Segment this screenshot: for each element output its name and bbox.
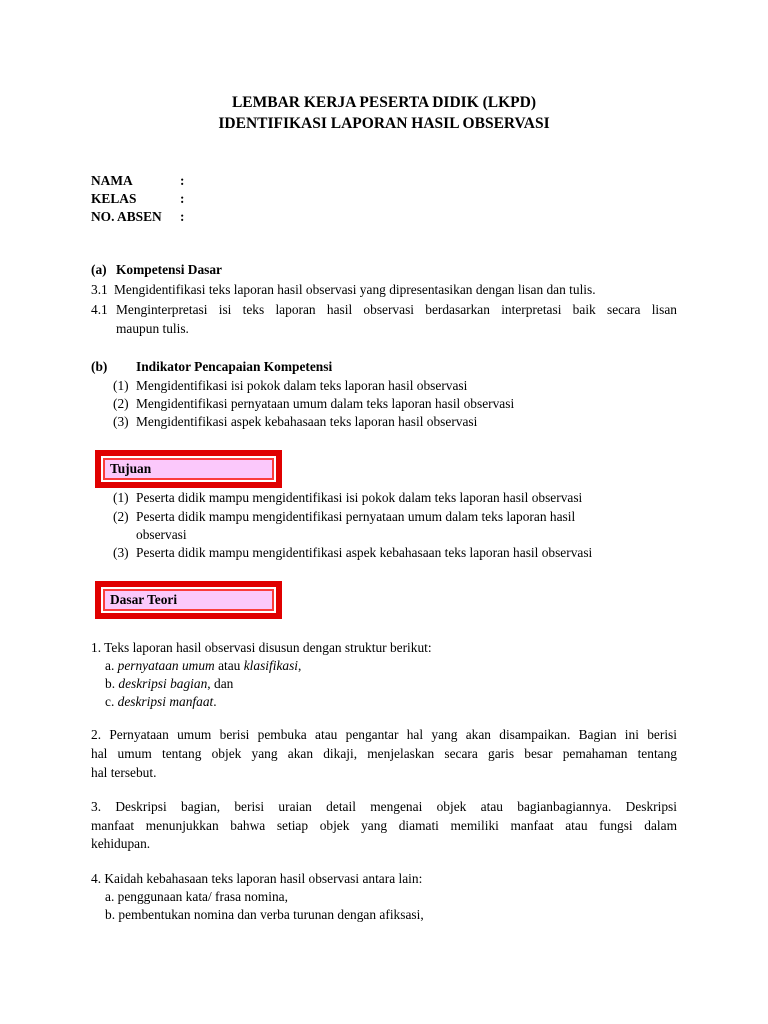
theory-1-item-c: c. deskripsi manfaat. bbox=[105, 694, 217, 709]
kd-4-1-text: Menginterpretasi isi teks laporan hasil observasi berdasarkan interpretasi baik secara lisan bbox=[116, 302, 677, 317]
theory-4-lead: 4. Kaidah kebahasaan teks laporan hasil observasi antara lain: bbox=[91, 871, 423, 886]
theory-3-line-3: kehidupan. bbox=[91, 836, 151, 851]
tujuan-heading-box bbox=[95, 450, 282, 488]
tujuan-2-number: (2) bbox=[113, 509, 129, 524]
indicator-1-number: (1) bbox=[113, 378, 129, 393]
absen-label: NO. ABSEN bbox=[91, 209, 162, 224]
theory-1-item-b: b. deskripsi bagian, dan bbox=[105, 676, 234, 691]
class-colon: : bbox=[180, 191, 185, 206]
title-line-1: LEMBAR KERJA PESERTA DIDIK (LKPD) bbox=[231, 94, 537, 111]
indicator-3-number: (3) bbox=[113, 414, 129, 429]
title-line-2: IDENTIFIKASI LAPORAN HASIL OBSERVASI bbox=[218, 115, 550, 132]
tujuan-heading: Tujuan bbox=[105, 460, 272, 478]
name-colon: : bbox=[180, 173, 185, 188]
section-b-heading: Indikator Pencapaian Kompetensi bbox=[136, 359, 333, 374]
indicator-2-number: (2) bbox=[113, 396, 129, 411]
tujuan-2-text: Peserta didik mampu mengidentifikasi pernyataan umum dalam teks laporan hasil bbox=[136, 509, 576, 524]
name-label: NAMA bbox=[91, 173, 133, 188]
theory-3-line-2: manfaat menunjukkan bahwa setiap objek yang diamati memiliki manfaat atau fungsi dalam bbox=[91, 818, 677, 833]
section-a-heading: Kompetensi Dasar bbox=[116, 262, 223, 277]
theory-2-line-1: 2. Pernyataan umum berisi pembuka atau pengantar hal yang akan disampaikan. Bagian ini berisi bbox=[91, 727, 677, 742]
dasar-teori-heading-box bbox=[95, 581, 282, 619]
dasar-teori-heading: Dasar Teori bbox=[105, 591, 272, 609]
theory-4-item-b: b. pembentukan nomina dan verba turunan dengan afiksasi, bbox=[105, 907, 424, 922]
theory-2-line-3: hal tersebut. bbox=[91, 765, 157, 780]
tujuan-2-text-continued: observasi bbox=[136, 527, 187, 542]
indicator-1-text: Mengidentifikasi isi pokok dalam teks laporan hasil observasi bbox=[136, 378, 468, 393]
absen-colon: : bbox=[180, 209, 185, 224]
tujuan-3-number: (3) bbox=[113, 545, 129, 560]
tujuan-1-number: (1) bbox=[113, 490, 129, 505]
tujuan-3-text: Peserta didik mampu mengidentifikasi aspek kebahasaan teks laporan hasil observasi bbox=[136, 545, 593, 560]
kd-3-1-number: 3.1 bbox=[91, 282, 108, 297]
indicator-2-text: Mengidentifikasi pernyataan umum dalam teks laporan hasil observasi bbox=[136, 396, 515, 411]
theory-4-item-a: a. penggunaan kata/ frasa nomina, bbox=[105, 889, 288, 904]
class-label: KELAS bbox=[91, 191, 137, 206]
theory-1-lead: 1. Teks laporan hasil observasi disusun dengan struktur berikut: bbox=[91, 640, 432, 655]
tujuan-1-text: Peserta didik mampu mengidentifikasi isi pokok dalam teks laporan hasil observasi bbox=[136, 490, 583, 505]
theory-1-item-a: a. pernyataan umum atau klasifikasi, bbox=[105, 658, 302, 673]
section-a-marker: (a) bbox=[91, 262, 107, 277]
theory-3-line-1: 3. Deskripsi bagian, berisi uraian detail mengenai objek atau bagianbagiannya. Deskripsi bbox=[91, 799, 677, 814]
indicator-3-text: Mengidentifikasi aspek kebahasaan teks laporan hasil observasi bbox=[136, 414, 478, 429]
kd-4-1-text-continued: maupun tulis. bbox=[116, 321, 189, 336]
kd-3-1-text: Mengidentifikasi teks laporan hasil observasi yang dipresentasikan dengan lisan dan tulis. bbox=[114, 282, 596, 297]
section-b-marker: (b) bbox=[91, 359, 108, 374]
kd-4-1-number: 4.1 bbox=[91, 302, 108, 317]
theory-2-line-2: hal umum tentang objek yang akan dikaji, menjelaskan secara garis besar pemahaman tentang bbox=[91, 746, 677, 761]
